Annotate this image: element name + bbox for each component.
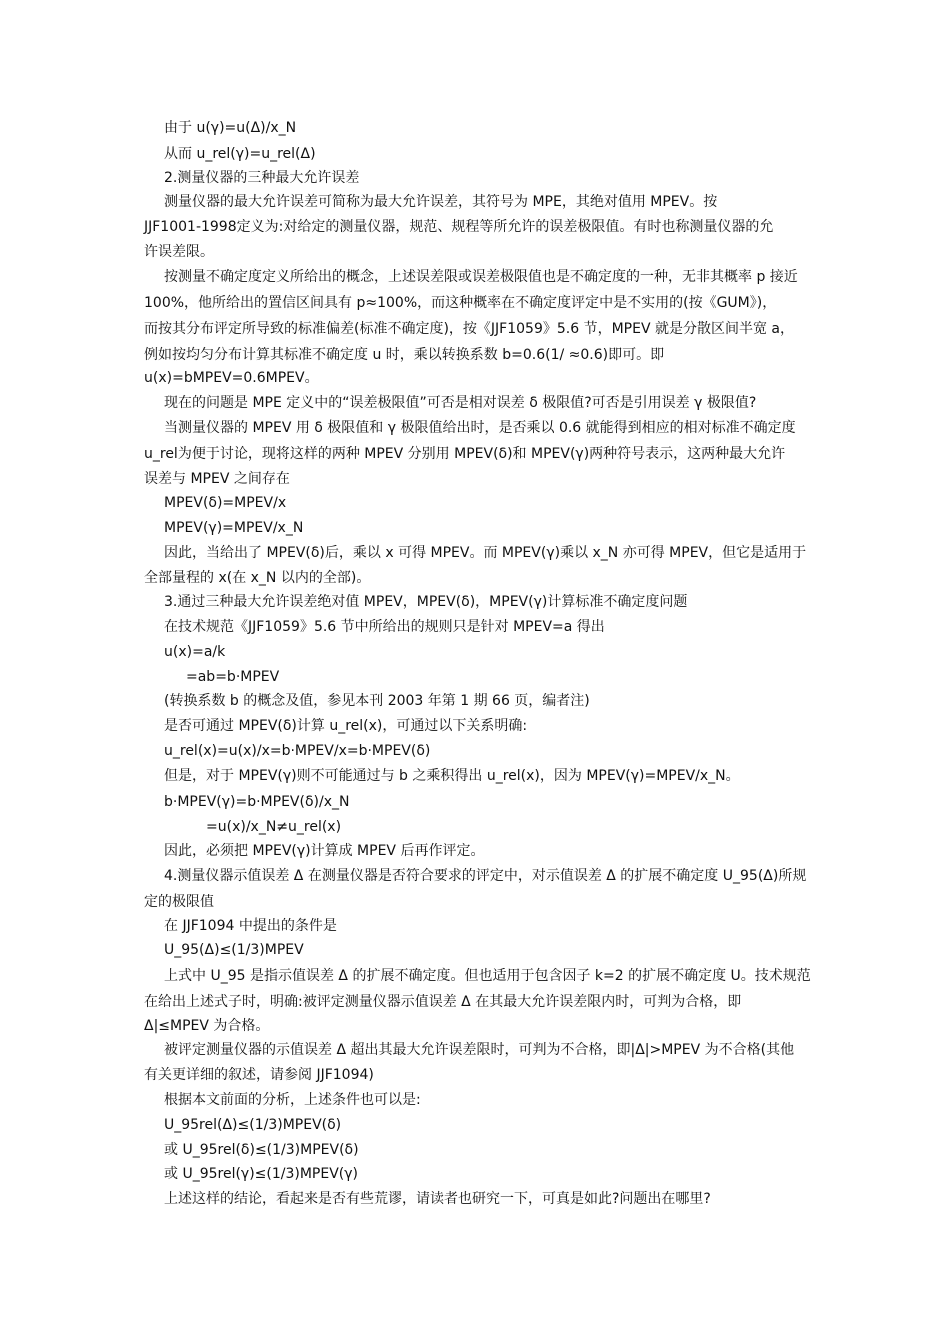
formula: b·MPEV(γ)=b·MPEV(δ)/x_N	[164, 794, 350, 810]
text-line: 100%，他所给出的置信区间具有 p≈100%，而这种概率在不确定度评定中是不实用的(按《GUM》)，	[144, 295, 777, 311]
formula: U_95(Δ)≤(1/3)MPEV	[164, 942, 304, 958]
section-heading: 4.测量仪器示值误差 Δ 在测量仪器是否符合要求的评定中，对示值误差 Δ 的扩展不确定度 U_95(Δ)所规	[164, 868, 807, 884]
formula: MPEV(δ)=MPEV/x	[164, 495, 287, 511]
text-line: 根据本文前面的分析，上述条件也可以是:	[164, 1092, 421, 1108]
formula: U_95rel(Δ)≤(1/3)MPEV(δ)	[164, 1117, 342, 1133]
text-line: 而按其分布评定所导致的标准偏差(标准不确定度)，按《JJF1059》5.6 节，MPEV 就是分散区间半宽 a，	[144, 321, 794, 337]
text-line: 按测量不确定度定义所给出的概念，上述误差限或误差极限值也是不确定度的一种，无非其概率 p 接近	[164, 269, 798, 285]
formula: u(x)=bMPEV=0.6MPEV。	[144, 370, 319, 386]
text-line: 在 JJF1094 中提出的条件是	[164, 918, 337, 934]
text-line: 例如按均匀分布计算其标准不确定度 u 时，乘以转换系数 b=0.6(1/ ≈0.6)即可。即	[144, 347, 665, 363]
text-line: 误差与 MPEV 之间存在	[144, 471, 290, 487]
text-line: 因此，必须把 MPEV(γ)计算成 MPEV 后再作评定。	[164, 843, 485, 859]
formula: u(x)=a/k	[164, 644, 226, 660]
text-line: 全部量程的 x(在 x_N 以内的全部)。	[144, 570, 371, 586]
formula: MPEV(γ)=MPEV/x_N	[164, 520, 304, 536]
text-line: u_rel为便于讨论，现将这样的两种 MPEV 分别用 MPEV(δ)和 MPEV(γ)两种符号表示，这两种最大允许	[144, 446, 786, 462]
text-line: 由于 u(γ)=u(Δ)/x_N	[164, 120, 297, 136]
text-line: 因此，当给出了 MPEV(δ)后，乘以 x 可得 MPEV。而 MPEV(γ)乘以 x_N 亦可得 MPEV，但它是适用于	[164, 545, 807, 561]
text-line: 上述这样的结论，看起来是否有些荒谬，请读者也研究一下，可真是如此?问题出在哪里?	[164, 1191, 711, 1207]
text-line: 但是，对于 MPEV(γ)则不可能通过与 b 之乘积得出 u_rel(x)，因为 MPEV(γ)=MPEV/x_N。	[164, 768, 740, 784]
text-line: 在技术规范《JJF1059》5.6 节中所给出的规则只是针对 MPEV=a 得出	[164, 619, 605, 635]
formula: 或 U_95rel(γ)≤(1/3)MPEV(γ)	[164, 1166, 359, 1182]
formula: 或 U_95rel(δ)≤(1/3)MPEV(δ)	[164, 1142, 359, 1158]
text-line: 是否可通过 MPEV(δ)计算 u_rel(x)，可通过以下关系明确:	[164, 718, 528, 734]
formula: u_rel(x)=u(x)/x=b·MPEV/x=b·MPEV(δ)	[164, 743, 431, 759]
formula: =u(x)/x_N≠u_rel(x)	[206, 819, 342, 835]
formula: =ab=b·MPEV	[186, 669, 280, 685]
text-line: 被评定测量仪器的示值误差 Δ 超出其最大允许误差限时，可判为不合格，即|Δ|>MPEV 为不合格(其他	[164, 1042, 795, 1058]
text-line: 当测量仪器的 MPEV 用 δ 极限值和 γ 极限值给出时，是否乘以 0.6 就能得到相应的相对标准不确定度	[164, 420, 796, 436]
text-line: 定的极限值	[144, 894, 214, 910]
text-line: 上式中 U_95 是指示值误差 Δ 的扩展不确定度。但也适用于包含因子 k=2 的扩展不确定度 U。技术规范	[164, 968, 811, 984]
section-heading: 3.通过三种最大允许误差绝对值 MPEV，MPEV(δ)，MPEV(γ)计算标准不确定度问题	[164, 594, 688, 610]
text-line: 在给出上述式子时，明确:被评定测量仪器示值误差 Δ 在其最大允许误差限内时，可判为合格，即	[144, 994, 742, 1010]
text-line: Δ|≤MPEV 为合格。	[144, 1018, 270, 1034]
text-line: JJF1001-1998定义为:对给定的测量仪器，规范、规程等所允许的误差极限值。有时也称测量仪器的允	[144, 219, 774, 235]
text-line: 从而 u_rel(γ)=u_rel(Δ)	[164, 146, 316, 162]
section-heading: 2.测量仪器的三种最大允许误差	[164, 170, 360, 186]
text-line: 现在的问题是 MPE 定义中的“误差极限值”可否是相对误差 δ 极限值?可否是引用误差 γ 极限值?	[164, 395, 757, 411]
text-line: (转换系数 b 的概念及值，参见本刊 2003 年第 1 期 66 页，编者注)	[164, 693, 590, 709]
text-line: 许误差限。	[144, 244, 214, 260]
text-line: 测量仪器的最大允许误差可简称为最大允许误差，其符号为 MPE，其绝对值用 MPEV。按	[164, 194, 718, 210]
text-line: 有关更详细的叙述，请参阅 JJF1094)	[144, 1067, 374, 1083]
